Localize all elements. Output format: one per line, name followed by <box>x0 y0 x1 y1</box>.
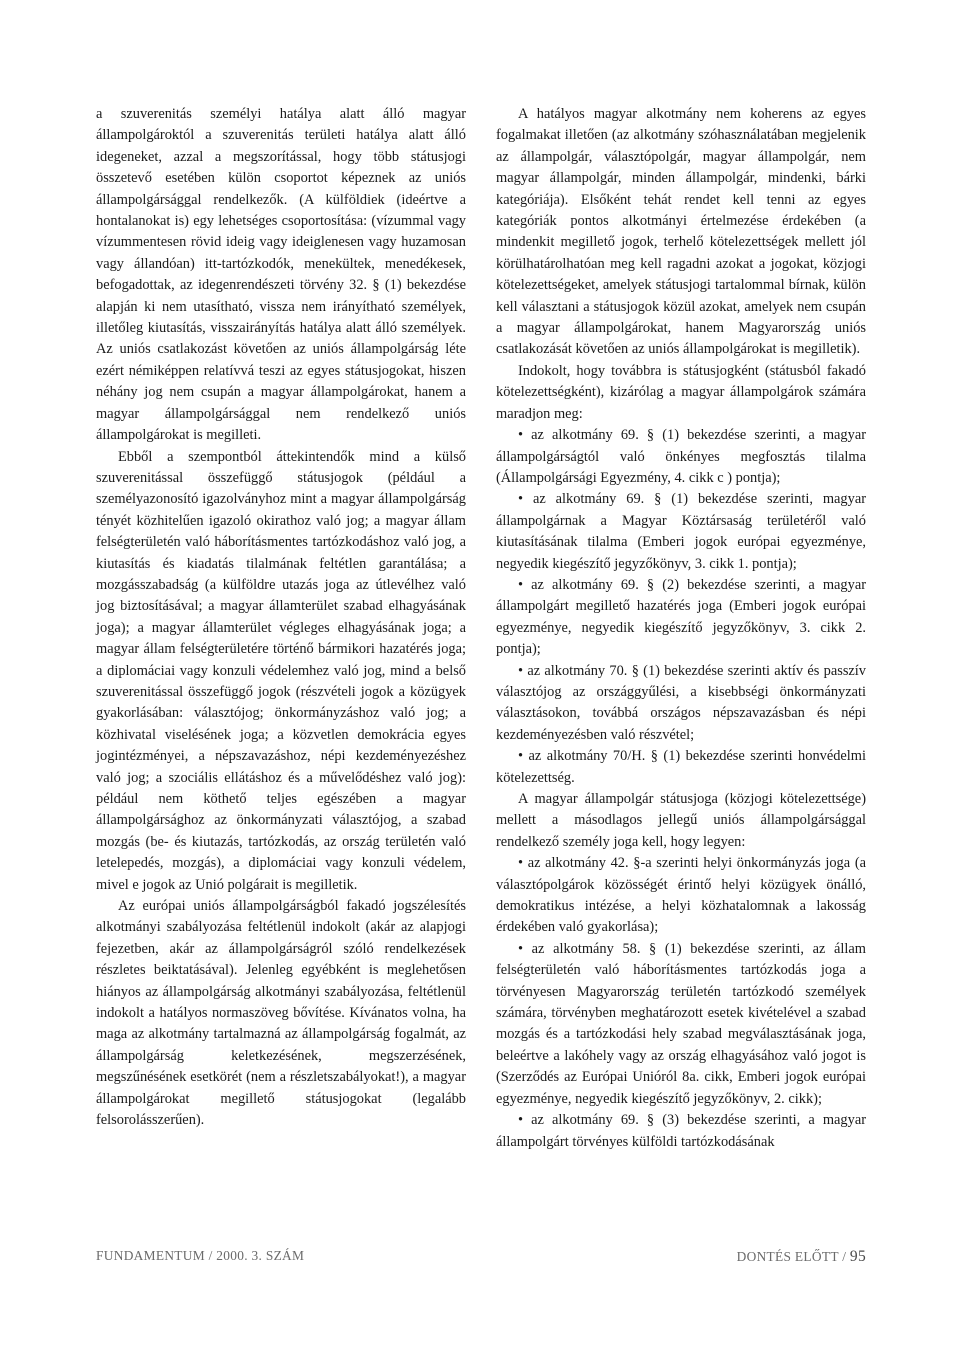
list-item: • az alkotmány 69. § (3) bekezdése szerinti, a magyar állampolgárt törvényes külföldi tartózkodásának <box>496 1112 866 1150</box>
list-item: • az alkotmány 58. § (1) bekezdése szerinti, az állam felségterületén való háborításmentes tartózkodás joga a törvényesen Magyarország területén tartózkodó személyek számára, törvényben meghatározott esetek kivételével a szabad mozgás és a tartózkodási hely szabad megválasztásának joga, beleértve a lakóhely vagy az ország elhagyásához való jogot is (Szerződés az Európai Unióról 8a. cikk, Emberi jogok európai egyezménye, negyedik kiegészítő jegyzőkönyv, 2. cikk); <box>496 940 866 1107</box>
body-paragraph: a szuverenitás személyi hatálya alatt álló magyar állampolgároktól a szuverenitás területi hatálya alatt álló idegeneket, azzal a megszorítással, hogy több státusjogi összetevő esetében külön csoportot képeznek az uniós állampolgársággal rendelkezők. (A külföldiek (ideértve a hontalanokat is) egy lehetséges csoportosítása: (vízummal vagy vízummentesen rövid ideig vagy ideiglenesen vagy huzamosan vagy állandóan) itt-tartózkodók, menekültek, menedékesek, befogadottak, az idegenrendészeti törvény 32. § (1) bekezdése alapján ki nem utasítható, vissza nem irányítható személyek, illetőleg kiutasítás, visszairányítás hatálya alatt álló személyek. Az uniós csatlakozást követően az uniós állampolgárság léte ezért némiképpen relatívvá teszi az egyes státusjogokat, hiszen néhány jog nem csupán a magyar állampolgárokat, hanem a magyar állampolgársággal nem rendelkező uniós állampolgárokat is megilleti. <box>96 106 466 444</box>
list-item: • az alkotmány 69. § (2) bekezdése szerinti, a magyar állampolgárt megillető hazatérés joga (Emberi jogok európai egyezménye, negyedik kiegészítő jegyzőkönyv, 3. cikk 2. pontja); <box>496 576 866 658</box>
list-item: • az alkotmány 69. § (1) bekezdése szerinti, magyar állampolgárnak a Magyar Köztársaság területéről való kiutasításának tilalma (Emberi jogok európai egyezménye, negyedik kiegészítő jegyzőkönyv, 3. cikk 1. pontja); <box>496 491 866 572</box>
page-number: 95 <box>849 1248 866 1265</box>
body-paragraph: A hatályos magyar alkotmány nem koherens az egyes fogalmakat illetően (az alkotmány szóhasználatában megjelenik az állampolgár, választópolgár, magyar állampolgár, nem magyar állampolgár, minden állampolgár, mindenki, bárki kategóriája). Elsőként tehát rendet kell tenni az egyes kategóriák pontos alkotmányi értelmezése érdekében (a mindenkit megillető jogok, terhelő kötelezettségek mellett jól körülhatárolhatóan meg kell ragadni azokat a jogokat, közjogi kötelezettségeket, amelyek státusjogi tartalommal bírnak, külön kell választani a státusjogok közül azokat, amelyek nem csupán a magyar állampolgárokat, hanem Magyarország uniós csatlakozását követően az uniós állampolgárokat is megilletik). <box>496 106 866 358</box>
body-paragraph: Az európai uniós állampolgárságból fakadó jogszélesítés alkotmányi szabályozása feltétlenül indokolt (akár az alapjogi fejezetben, akár az állampolgárságról szóló rendelkezések részletes beiktatásával). Jelenleg egyébként is meglehetősen hiányos az állampolgárság alkotmányi szabályozása, feltétlenül indokolt a hatályos normaszöveg bővítése. Kívánatos volna, ha maga az alkotmány tartalmazná az állampolgárság fogalmát, az állampolgárság keletkezésének, megszerzésének, megszűnésének esetkörét (nem a részletszabályokat!), a magyar állampolgárokat megillető státusjogokat (legalább felsorolásszerűen). <box>96 898 466 1129</box>
footer-journal: FUNDAMENTUM / 2000. 3. SZÁM <box>96 1248 305 1263</box>
list-item: • az alkotmány 69. § (1) bekezdése szerinti, a magyar állampolgárságtól való önkényes megfosztás tilalma (Állampolgársági Egyezmény, 4. cikk c ) pontja); <box>496 427 866 486</box>
footer-page-info <box>737 1248 866 1266</box>
footer-section: DONTÉS ELŐTT / <box>736 1249 847 1264</box>
right-column <box>496 104 866 1153</box>
body-paragraph: A magyar állampolgár státusjoga (közjogi kötelezettsége) mellett a másodlagos jellegű uniós állampolgársággal rendelkező személy joga kell, hogy legyen: <box>496 791 866 850</box>
list-item: • az alkotmány 70/H. § (1) bekezdése szerinti honvédelmi kötelezettség. <box>496 748 866 786</box>
body-paragraph: Ebből a szempontból áttekintendők mind a külső szuverenitással összefüggő státusjogok (például a személyazonosító igazolványhoz mint a magyar állampolgárság tényét közhitelűen igazoló okirathoz való jog; a magyar állam felségterületén való háborításmentes tartózkodáshoz való jog, a kiutasítás és kiadatás tilalmának feltétlen garantálása; a mozgásszabadság (a külföldre utazás joga az útlevélhez való jog biztosításával; a magyar államterület szabad elhagyásának joga); a magyar államterület végleges elhagyásának joga; a magyar állam felségterületére történő bármikori hazatérés joga; a diplomáciai vagy konzuli védelemhez való jog, mind a belső szuverenitással összefüggő jogok (részvételi jogok a közügyek gyakorlásában: választójog; önkormányzáshoz való jog; a közhivatal viselésének joga; a közvetlen demokrácia egyes jogintézményei, a népszavazáshoz, népi kezdeményezéshez való jog; a szociális ellátáshoz és a művelődéshez való jog): például nem köthető teljes egészében a magyar állampolgársághoz az önkormányzati választójog, a szabad mozgás (be- és kiutazás, tartózkodás, az ország területén való letelepedés, mozgás), a diplomáciai vagy konzuli védelem, mivel e jogok az Unió polgárait is megilletik. <box>96 448 466 893</box>
list-item: • az alkotmány 42. §-a szerinti helyi önkormányzás joga (a választópolgárok közösségét érintő helyi közügyek önálló, demokratikus intézése, a helyi közhatalomnak a lakosság érdekében való gyakorlása); <box>496 855 866 936</box>
left-column <box>96 104 466 1132</box>
list-item: • az alkotmány 70. § (1) bekezdése szerinti aktív és passzív választójog az országgyűlési, a kisebbségi önkormányzati választásokon, továbbá országos népszavazásban és népi kezdeményezésben való részvétel; <box>496 662 866 743</box>
body-paragraph: Indokolt, hogy továbbra is státusjogként (státusból fakadó kötelezettségként), kizárólag a magyar állampolgárok számára maradjon meg: <box>496 362 866 422</box>
